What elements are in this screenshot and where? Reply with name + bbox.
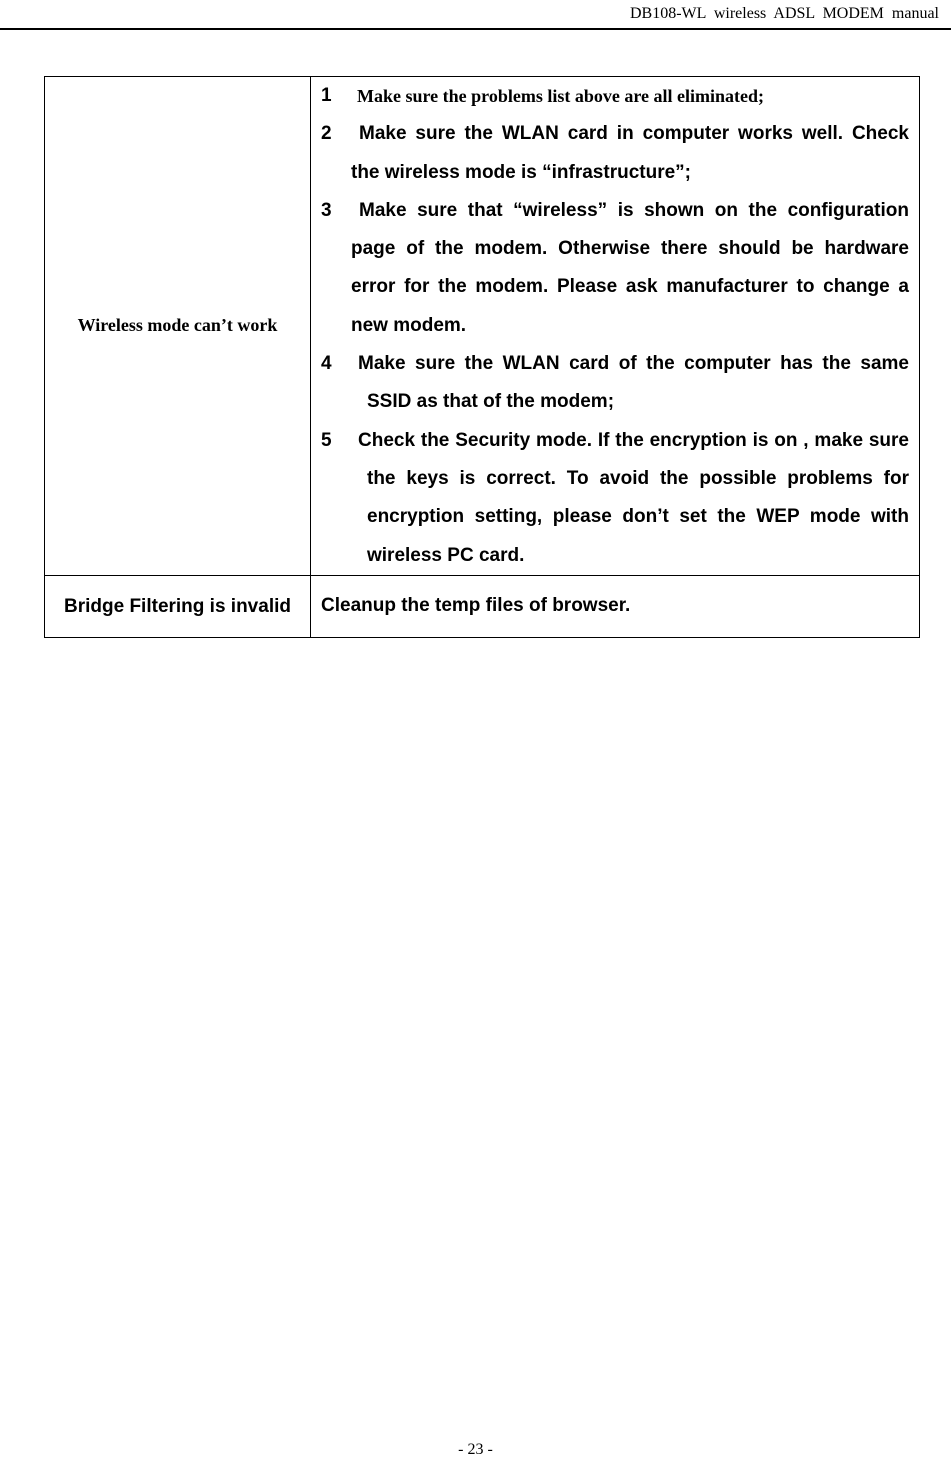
solution-step	[321, 345, 909, 422]
problem-cell: Bridge Filtering is invalid	[45, 575, 311, 637]
step-text: Make sure that “wireless” is shown on the configuration page of the modem. Otherwise there should be hardware error for the modem. Please ask manufacturer to change a new modem.	[351, 199, 909, 336]
solution-step	[321, 422, 909, 575]
step-text: Make sure the problems list above are all eliminated;	[357, 86, 764, 106]
step-number: 3	[321, 199, 332, 221]
table-row	[45, 77, 920, 576]
step-text: Check the Security mode. If the encryption is on , make sure the keys is correct. To avoid the possible problems for encryption setting, please don’t set the WEP mode with wireless PC card.	[358, 429, 909, 566]
solution-cell: Cleanup the temp files of browser.	[311, 575, 920, 637]
step-text: Make sure the WLAN card in computer works well. Check the wireless mode is “infrastructure”;	[351, 123, 909, 183]
running-header: DB108-WL wireless ADSL MODEM manual	[630, 5, 939, 22]
solution-step	[321, 115, 909, 192]
step-number: 5	[321, 429, 332, 451]
step-text: Make sure the WLAN card of the computer has the same SSID as that of the modem;	[358, 353, 909, 413]
problem-cell: Wireless mode can’t work	[45, 77, 311, 576]
step-number: 4	[321, 353, 332, 375]
step-number: 1	[321, 85, 332, 106]
header-rule	[0, 28, 951, 30]
solution-cell	[311, 77, 920, 576]
step-number: 2	[321, 123, 332, 145]
table-row	[45, 575, 920, 637]
page-number: - 23 -	[458, 1441, 493, 1458]
solution-step	[321, 192, 909, 345]
solution-step	[321, 77, 909, 115]
troubleshooting-table	[44, 76, 920, 638]
